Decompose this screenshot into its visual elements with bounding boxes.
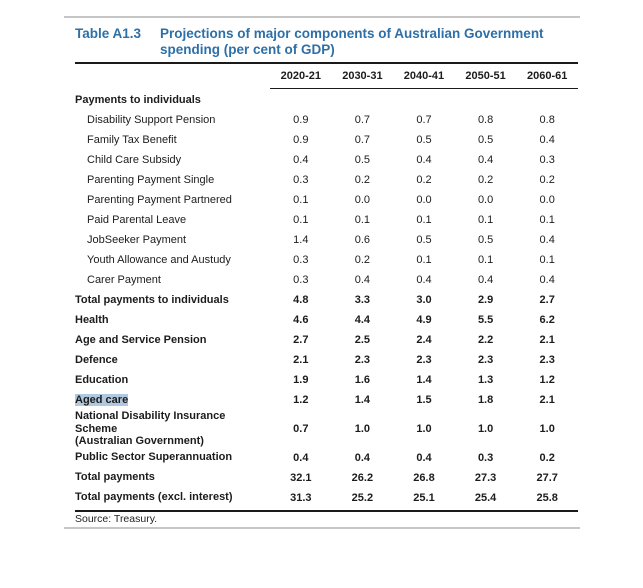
row-value: 1.6 (354, 374, 371, 386)
row-value: 1.0 (354, 422, 371, 435)
row-value: 0.1 (416, 214, 432, 226)
table-row (75, 250, 578, 270)
row-value: 25.1 (413, 491, 435, 504)
row-value: 0.2 (539, 174, 555, 186)
row-value: 0.3 (293, 274, 309, 286)
row-value: 0.4 (416, 154, 432, 166)
row-value: 26.2 (351, 471, 374, 484)
row-value: 25.4 (474, 491, 497, 504)
table-row (75, 290, 578, 310)
row-value: 0.2 (354, 254, 371, 266)
column-header: 2020-21 (280, 70, 321, 82)
row-label: Paid Parental Leave (87, 213, 187, 226)
row-value: 0.0 (539, 194, 555, 206)
row-value: 0.4 (539, 234, 555, 246)
row-value: 0.4 (539, 274, 555, 286)
table-a1-3 (75, 26, 578, 512)
table-row (75, 310, 578, 330)
row-label: Total payments to individuals (75, 293, 229, 306)
row-value: 0.8 (539, 114, 555, 126)
row-value: 25.8 (536, 491, 558, 504)
row-value: 1.2 (539, 374, 555, 386)
table-row (75, 468, 578, 488)
row-value: 3.0 (416, 294, 432, 306)
row-value: 0.1 (477, 254, 494, 266)
row-value: 2.9 (477, 294, 494, 306)
row-value: 1.0 (539, 422, 555, 435)
row-value: 0.4 (477, 154, 494, 166)
row-value: 2.4 (416, 334, 432, 346)
source-note: Source: Treasury. (75, 513, 158, 525)
row-value: 0.4 (416, 451, 432, 464)
row-value: 0.3 (293, 254, 309, 266)
row-label: Family Tax Benefit (87, 133, 177, 146)
table-row (75, 230, 578, 250)
row-value: 4.9 (416, 314, 432, 326)
row-value: 0.1 (539, 254, 555, 266)
row-label: Carer Payment (87, 273, 161, 286)
row-value: 3.3 (354, 294, 371, 306)
row-value: 0.4 (354, 274, 371, 286)
row-label: Total payments (75, 471, 155, 484)
row-value: 0.7 (416, 114, 432, 126)
row-value: 0.2 (539, 451, 555, 464)
row-value: 2.1 (539, 394, 555, 406)
row-value: 0.3 (477, 451, 494, 464)
row-label: Youth Allowance and Austudy (87, 253, 231, 266)
row-value: 0.3 (293, 174, 309, 186)
row-value: 0.2 (416, 174, 432, 186)
row-value: 2.3 (354, 354, 371, 366)
row-value: 0.5 (477, 134, 494, 146)
row-value: 0.2 (477, 174, 494, 186)
row-value: 2.2 (477, 334, 494, 346)
row-label: Age and Service Pension (75, 333, 207, 346)
row-value: 1.4 (354, 394, 371, 406)
row-value: 0.6 (354, 234, 371, 246)
row-label: Parenting Payment Single (87, 173, 215, 186)
row-value: 0.0 (416, 194, 432, 206)
row-value: 6.2 (539, 314, 555, 326)
row-value: 4.4 (354, 314, 371, 326)
row-value: 1.9 (293, 374, 309, 386)
row-value: 5.5 (477, 314, 494, 326)
row-value: 0.1 (477, 214, 494, 226)
row-value: 0.3 (539, 154, 555, 166)
row-value: 1.0 (477, 422, 494, 435)
row-value: 32.1 (290, 471, 312, 484)
row-value: 0.1 (293, 194, 309, 206)
row-label: Education (75, 373, 129, 386)
row-value: 1.0 (416, 422, 432, 435)
row-value: 0.1 (416, 254, 432, 266)
table-row (75, 390, 578, 410)
row-value: 2.3 (416, 354, 432, 366)
table-row (75, 370, 578, 390)
row-value: 27.7 (536, 471, 558, 484)
table-row (75, 410, 578, 448)
row-value: 1.8 (477, 394, 494, 406)
row-value: 0.9 (293, 114, 309, 126)
row-value: 0.0 (477, 194, 494, 206)
row-value: 4.8 (293, 294, 309, 306)
row-value: 0.9 (293, 134, 309, 146)
row-value: 0.5 (477, 234, 494, 246)
row-value: 1.4 (293, 234, 309, 246)
row-value: 2.5 (354, 334, 371, 346)
column-header: 2040-41 (403, 70, 445, 82)
table-body (75, 89, 578, 508)
row-value: 2.3 (477, 354, 494, 366)
row-label: Payments to individuals (75, 93, 201, 106)
row-value: 0.8 (477, 114, 494, 126)
row-value: 0.5 (416, 134, 432, 146)
column-header-row (75, 64, 578, 88)
table-row (75, 330, 578, 350)
table-row (75, 350, 578, 370)
table-row (75, 130, 578, 150)
table-title (75, 26, 578, 58)
row-label: Disability Support Pension (87, 113, 216, 126)
row-value: 4.6 (293, 314, 309, 326)
table-row (75, 190, 578, 210)
row-label: National Disability Insurance Scheme (Australian Government) (75, 410, 226, 447)
table-row (75, 150, 578, 170)
row-value: 1.2 (293, 394, 309, 406)
row-value: 0.1 (354, 214, 371, 226)
row-label: Defence (75, 353, 118, 366)
column-header: 2030-31 (342, 70, 383, 82)
row-value: 31.3 (290, 491, 312, 504)
row-value: 0.7 (354, 114, 371, 126)
row-value: 25.2 (351, 491, 374, 504)
row-label: Public Sector Superannuation (75, 451, 233, 464)
page-top-rule (64, 16, 580, 18)
row-label: Health (75, 313, 109, 326)
row-value: 0.4 (354, 451, 371, 464)
row-value: 2.1 (539, 334, 555, 346)
row-value: 27.3 (474, 471, 497, 484)
table-row (75, 110, 578, 130)
table-row (75, 90, 578, 110)
table-row (75, 210, 578, 230)
row-value: 1.3 (477, 374, 494, 386)
table-title-label: Table A1.3 (75, 26, 142, 41)
row-value: 0.0 (354, 194, 371, 206)
row-label: JobSeeker Payment (87, 233, 187, 246)
row-value: 0.4 (293, 451, 309, 464)
row-value: 26.8 (413, 471, 435, 484)
table-bottom-rule (75, 510, 578, 512)
row-value: 2.7 (539, 294, 555, 306)
row-value: 0.4 (477, 274, 494, 286)
row-value: 2.1 (293, 354, 309, 366)
row-value: 2.7 (293, 334, 309, 346)
table-title-text: Projections of major components of Australian Government spending (per cent of GDP) (160, 26, 544, 57)
page-bottom-rule (64, 527, 580, 529)
row-label: Aged care (75, 393, 129, 406)
row-label: Child Care Subsidy (87, 153, 182, 166)
column-header: 2060-61 (527, 70, 568, 82)
row-label: Parenting Payment Partnered (87, 193, 232, 206)
row-value: 2.3 (539, 354, 555, 366)
table-row (75, 170, 578, 190)
row-value: 1.4 (416, 374, 432, 386)
row-label: Total payments (excl. interest) (75, 491, 233, 504)
row-value: 0.4 (416, 274, 432, 286)
column-header: 2050-51 (465, 70, 506, 82)
row-value: 0.4 (539, 134, 555, 146)
row-value: 0.7 (293, 422, 309, 435)
row-value: 0.5 (354, 154, 371, 166)
row-value: 0.1 (539, 214, 555, 226)
row-value: 0.5 (416, 234, 432, 246)
row-value: 1.5 (416, 394, 432, 406)
table-row (75, 270, 578, 290)
table-row (75, 488, 578, 508)
row-value: 0.7 (354, 134, 371, 146)
row-value: 0.4 (293, 154, 309, 166)
row-value: 0.1 (293, 214, 309, 226)
table-row (75, 448, 578, 468)
row-value: 0.2 (354, 174, 371, 186)
